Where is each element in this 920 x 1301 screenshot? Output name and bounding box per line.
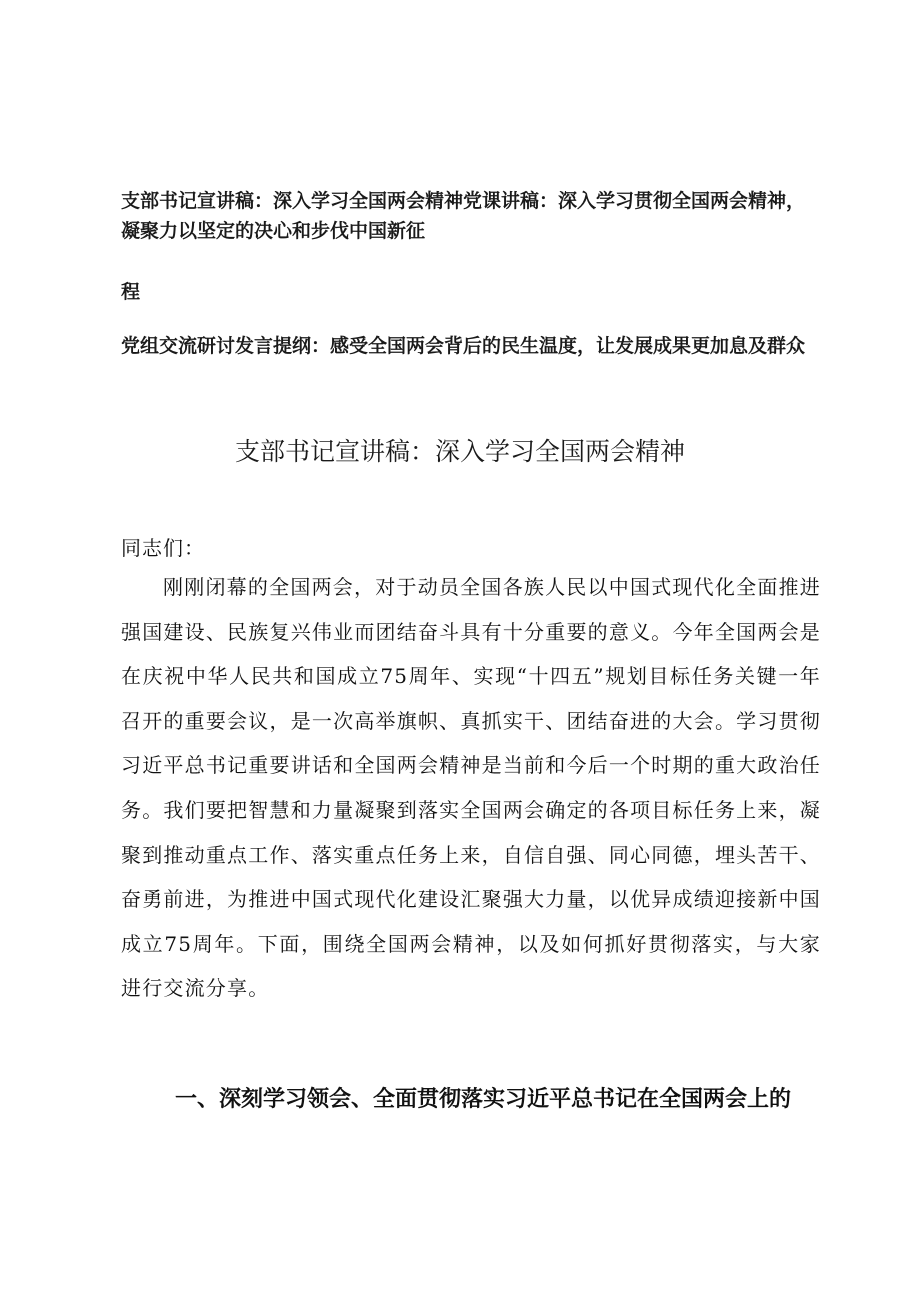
toc-entry-1-continuation: 程 <box>121 281 141 303</box>
section-heading-1: 一、深刻学习领会、全面贯彻落实习近平总书记在全国两会上的 <box>175 1087 792 1112</box>
toc-entry-2: 党组交流研讨发言提纲：感受全国两会背后的民生温度，让发展成果更加息及群众 <box>121 335 806 357</box>
toc-entry-1: 支部书记宣讲稿：深入学习全国两会精神党课讲稿：深入学习贯彻全国两会精神，凝聚力以坚定的决心和步伐中国新征 <box>121 190 806 242</box>
greeting: 同志们： <box>121 536 205 560</box>
body-paragraph: 刚刚闭幕的全国两会，对于动员全国各族人民以中国式现代化全面推进强国建设、民族复兴伟业而团结奋斗具有十分重要的意义。今年全国两会是在庆祝中华人民共和国成立75周年、实现“十四五”规划目标任务关键一年召开的重要会议，是一次高举旗帜、真抓实干、团结奋进的大会。学习贯彻习近平总书记重要讲话和全国两会精神是当前和今后一个时期的重大政治任务。我们要把智慧和力量凝聚到落实全国两会确定的各项目标任务上来，凝聚到推动重点工作、落实重点任务上来，自信自强、同心同德，埋头苦干、奋勇前进，为推进中国式现代化建设汇聚强大力量，以优异成绩迎接新中国成立75周年。下面，围绕全国两会精神，以及如何抓好贯彻落实，与大家进行交流分享。 <box>121 575 821 1001</box>
document-title: 支部书记宣讲稿：深入学习全国两会精神 <box>234 437 685 466</box>
